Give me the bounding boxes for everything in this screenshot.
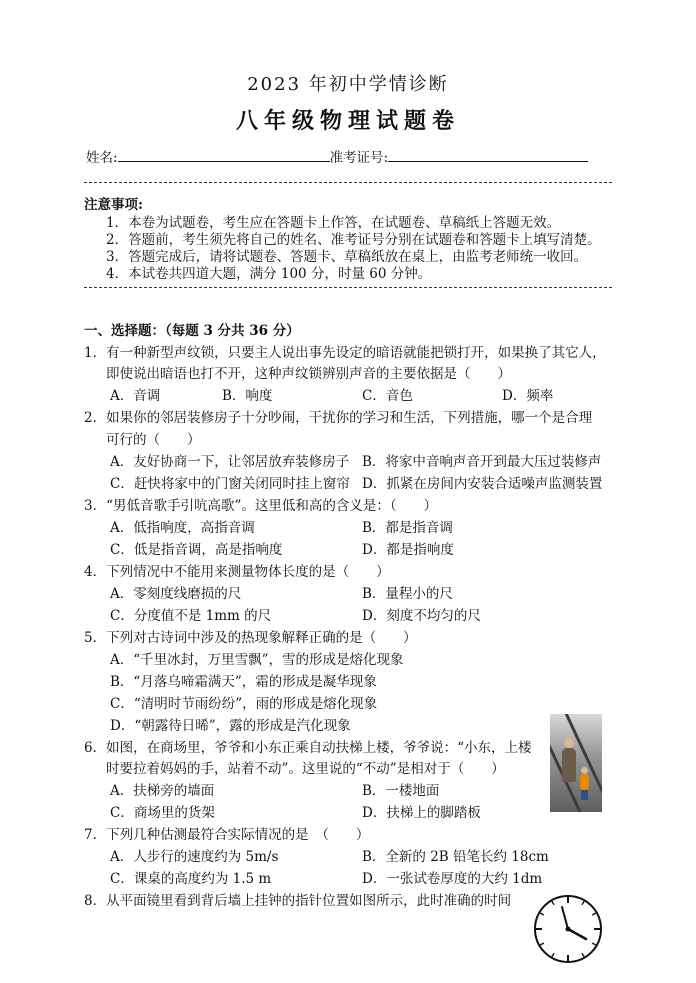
notice-item: 3．答题完成后，请将试题卷、答题卡、草稿纸放在桌上，由监考老师统一收回。: [106, 249, 588, 265]
question-2-line-2: 可行的（ ）: [106, 432, 201, 448]
q5-option-b[interactable]: B．“月落乌啼霜满天”，霜的形成是凝华现象: [110, 674, 377, 690]
q7-option-d[interactable]: D．一张试卷厚度的大约 1dm: [362, 871, 543, 887]
q4-option-a[interactable]: A．零刻度线磨损的尺: [110, 586, 242, 602]
q6-option-c[interactable]: C．商场里的货架: [110, 805, 215, 821]
question-4-line-1: 4．下列情况中不能用来测量物体长度的是（ ）: [84, 564, 390, 580]
question-3-line-1: 3．“男低音歌手引吭高歌”。这里低和高的含义是：（ ）: [84, 498, 438, 514]
exam-title: 2023 年初中学情诊断: [247, 74, 449, 95]
q7-option-c[interactable]: C．课桌的高度约为 1.5 m: [110, 871, 272, 887]
name-blank[interactable]: [118, 147, 330, 162]
q3-option-d[interactable]: D．都是指响度: [362, 542, 454, 558]
question-7-line-1: 7．下列几种估测最符合实际情况的是 （ ）: [84, 827, 370, 843]
question-2-line-1: 2．如果你的邻居装修房子十分吵闹，干扰你的学习和生活，下列措施，哪一个是合理: [84, 410, 593, 426]
q4-option-d[interactable]: D．刻度不均匀的尺: [362, 608, 481, 624]
clock-icon: [532, 893, 604, 965]
question-6-line-1: 6．如图，在商场里，爷爷和小东正乘自动扶梯上楼，爷爷说：“小东，上楼: [84, 740, 532, 756]
id-blank[interactable]: [388, 147, 588, 162]
escalator-photo: [550, 714, 602, 812]
q2-option-d[interactable]: D．抓紧在房间内安装合适噪声监测装置: [362, 476, 603, 492]
section-heading: 一、选择题：（每题 3 分共 36 分）: [84, 323, 300, 339]
q6-option-b[interactable]: B．一楼地面: [362, 783, 440, 799]
q3-option-b[interactable]: B．都是指音调: [362, 520, 453, 536]
q7-option-a[interactable]: A．人步行的速度约为 5m/s: [110, 849, 279, 865]
question-8-line-1: 8．从平面镜里看到背后墙上挂钟的指针位置如图所示，此时准确的时间: [84, 893, 512, 909]
q4-option-c[interactable]: C．分度值不是 1mm 的尺: [110, 608, 272, 624]
notice-item: 4．本试卷共四道大题，满分 100 分，时量 60 分钟。: [106, 266, 432, 282]
q5-option-a[interactable]: A．“千里冰封，万里雪飘”，雪的形成是熔化现象: [110, 652, 404, 668]
q2-option-b[interactable]: B．将家中音响声音开到最大压过装修声: [362, 454, 602, 470]
question-5-line-1: 5．下列对古诗词中涉及的热现象解释正确的是（ ）: [84, 630, 417, 646]
exam-subtitle: 八年级物理试题卷: [235, 108, 460, 134]
q5-option-c[interactable]: C．“清明时节雨纷纷”，雨的形成是熔化现象: [110, 696, 378, 712]
q1-option-d[interactable]: D．频率: [502, 388, 554, 404]
notice-item: 1．本卷为试题卷，考生应在答题卡上作答，在试题卷、草稿纸上答题无效。: [106, 215, 561, 231]
divider-top: [84, 182, 612, 183]
q3-option-a[interactable]: A．低指响度，高指音调: [110, 520, 255, 536]
notice-heading: 注意事项:: [84, 197, 143, 213]
q1-option-b[interactable]: B．响度: [222, 388, 273, 404]
question-6-line-2: 时要拉着妈妈的手，站着不动”。这里说的“不动”是相对于（ ）: [106, 761, 505, 777]
q3-option-c[interactable]: C．低是指音调，高是指响度: [110, 542, 283, 558]
q2-option-a[interactable]: A．友好协商一下，让邻居放弃装修房子: [110, 454, 350, 470]
notice-item: 2．答题前，考生须先将自己的姓名、准考证号分别在试题卷和答题卡上填写清楚。: [106, 232, 601, 248]
q1-option-a[interactable]: A．音调: [110, 388, 161, 404]
name-id-line: [86, 146, 588, 166]
id-label: 准考证号:: [329, 150, 389, 166]
q1-option-c[interactable]: C．音色: [362, 388, 413, 404]
q6-option-a[interactable]: A．扶梯旁的墙面: [110, 783, 215, 799]
q6-option-d[interactable]: D．扶梯上的脚踏板: [362, 805, 481, 821]
divider-bottom: [84, 287, 612, 288]
name-label: 姓名:: [86, 150, 118, 166]
q7-option-b[interactable]: B．全新的 2B 铅笔长约 18cm: [362, 849, 549, 865]
q4-option-b[interactable]: B．量程小的尺: [362, 586, 453, 602]
question-1-line-2: 即使说出暗语也打不开，这种声纹锁辨别声音的主要依据是（ ）: [106, 366, 511, 382]
q2-option-c[interactable]: C．赶快将家中的门窗关闭同时挂上窗帘: [110, 476, 350, 492]
q5-option-d[interactable]: D．“朝露待日晞”，露的形成是汽化现象: [110, 718, 351, 734]
question-1-line-1: 1．有一种新型声纹锁，只要主人说出事先设定的暗语就能把锁打开，如果换了其它人，: [84, 345, 606, 361]
